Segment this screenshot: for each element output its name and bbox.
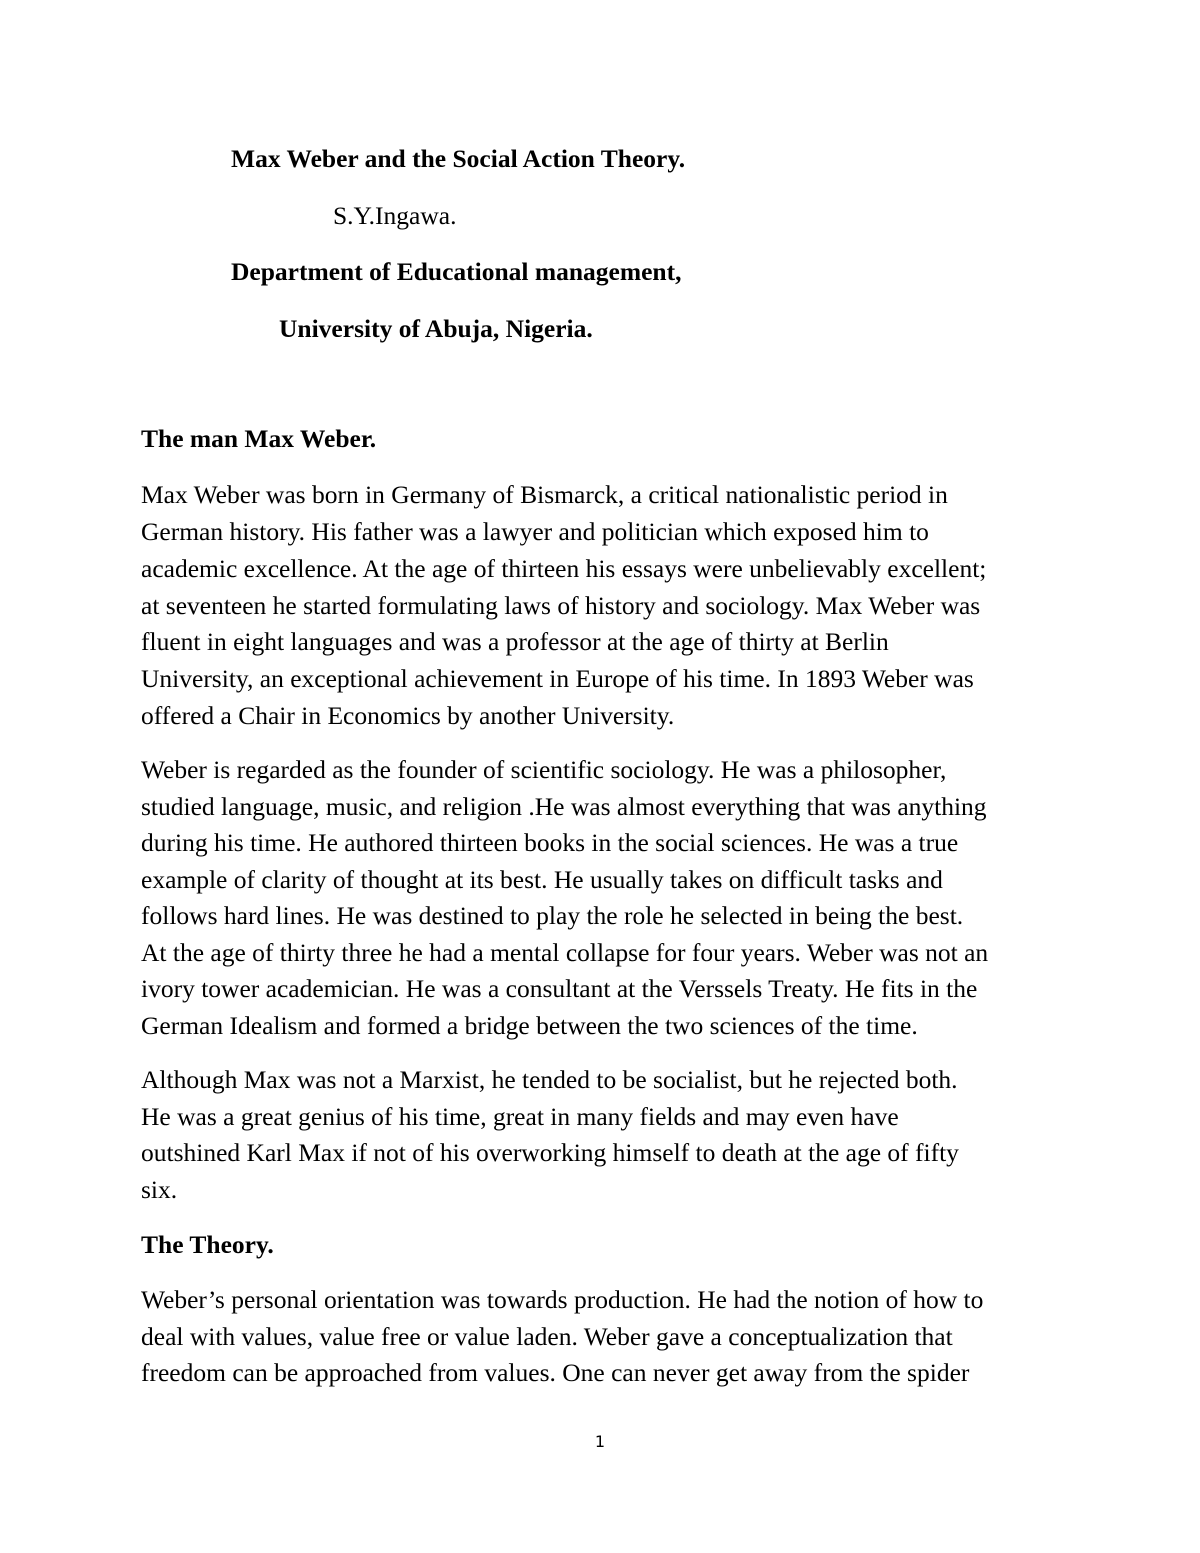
paragraph-line: University, an exceptional achievement in Europe of his time. In 1893 Weber was [141, 664, 974, 693]
paragraph-line: example of clarity of thought at its best. He usually takes on difficult tasks and [141, 865, 943, 894]
paragraph-line: At the age of thirty three he had a mental collapse for four years. Weber was not an [141, 938, 989, 967]
paragraph-line: German history. His father was a lawyer and politician which exposed him to [141, 517, 929, 546]
paragraph-line: offered a Chair in Economics by another University. [141, 701, 675, 730]
paragraph-line: studied language, music, and religion .He was almost everything that was anything [141, 792, 987, 821]
paragraph-line: deal with values, value free or value laden. Weber gave a conceptualization that [141, 1322, 953, 1351]
paragraph-line: He was a great genius of his time, great in many fields and may even have [141, 1102, 899, 1131]
section-heading: The Theory. [141, 1230, 274, 1259]
paragraph-line: outshined Karl Max if not of his overworking himself to death at the age of fifty [141, 1138, 959, 1167]
paragraph-line: Weber’s personal orientation was towards production. He had the notion of how to [141, 1285, 984, 1314]
paragraph-line: ivory tower academician. He was a consultant at the Verssels Treaty. He fits in the [141, 974, 978, 1003]
paragraph-line: Weber is regarded as the founder of scientific sociology. He was a philosopher, [141, 755, 947, 784]
paragraph-line: German Idealism and formed a bridge between the two sciences of the time. [141, 1011, 918, 1040]
page-number: 1 [594, 1432, 606, 1451]
document-title: Max Weber and the Social Action Theory. [231, 144, 686, 173]
paragraph-line: during his time. He authored thirteen books in the social sciences. He was a true [141, 828, 959, 857]
paragraph-line: at seventeen he started formulating laws of history and sociology. Max Weber was [141, 591, 981, 620]
section-heading: The man Max Weber. [141, 424, 377, 453]
department-name: Department of Educational management, [231, 257, 682, 286]
paragraph-line: fluent in eight languages and was a professor at the age of thirty at Berlin [141, 627, 889, 656]
paragraph-line: Max Weber was born in Germany of Bismarck, a critical nationalistic period in [141, 480, 948, 509]
paragraph-line: follows hard lines. He was destined to play the role he selected in being the best. [141, 901, 964, 930]
paragraph-line: freedom can be approached from values. One can never get away from the spider [141, 1358, 970, 1387]
paragraph-line: academic excellence. At the age of thirteen his essays were unbelievably excellent; [141, 554, 987, 583]
paragraph-line: six. [141, 1175, 178, 1204]
author-name: S.Y.Ingawa. [333, 201, 457, 230]
university-name: University of Abuja, Nigeria. [279, 314, 593, 343]
paragraph-line: Although Max was not a Marxist, he tended to be socialist, but he rejected both. [141, 1065, 958, 1094]
